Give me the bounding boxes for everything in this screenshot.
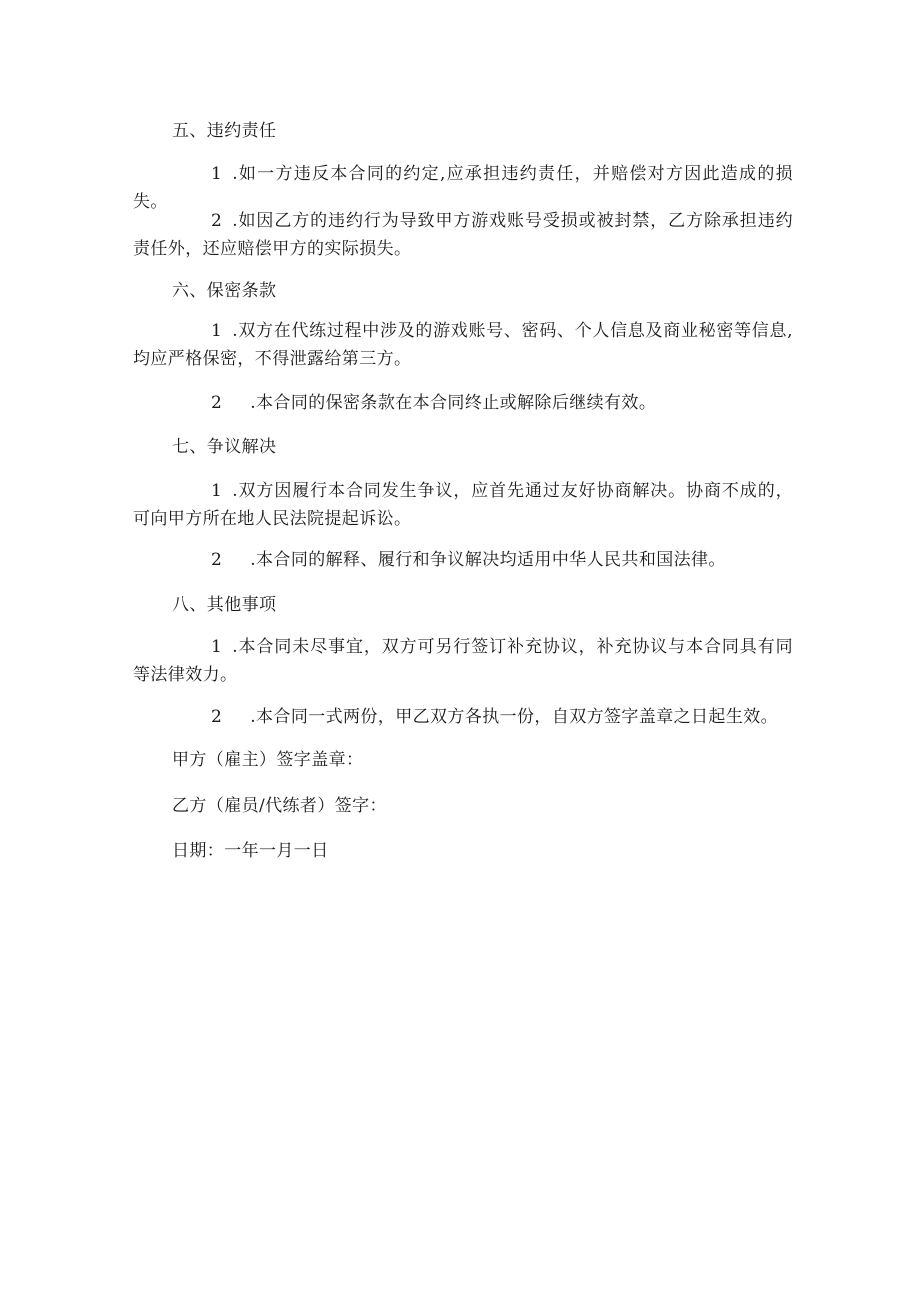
clause-text: .双方在代练过程中涉及的游戏账号、密码、个人信息及商业秘密等信息,均应严格保密，不得泄露给第三方。 xyxy=(133,321,793,369)
clause-dispute-2 xyxy=(133,546,793,574)
signature-party-b: 乙方（雇员/代练者）签字： xyxy=(172,796,387,816)
clause-text: .本合同的保密条款在本合同终止或解除后继续有效。 xyxy=(250,393,657,413)
clause-liability-2 xyxy=(133,207,793,263)
section-heading-liability: 五、违约责任 xyxy=(172,121,277,141)
clause-number: 2 xyxy=(211,211,223,231)
clause-text: .本合同的解释、履行和争议解决均适用中华人民共和国法律。 xyxy=(250,550,726,570)
clause-text: .本合同未尽事宜，双方可另行签订补充协议，补充协议与本合同具有同等法律效力。 xyxy=(133,637,793,685)
clause-number: 1 xyxy=(211,637,223,657)
section-heading-other: 八、其他事项 xyxy=(172,595,277,615)
section-heading-confidentiality: 六、保密条款 xyxy=(172,281,277,301)
clause-number: 1 xyxy=(211,481,223,501)
clause-confidentiality-2 xyxy=(133,389,793,417)
signature-party-a: 甲方（雇主）签字盖章： xyxy=(172,750,364,770)
clause-dispute-1 xyxy=(133,477,793,533)
clause-number: 2 xyxy=(211,393,223,413)
clause-text: .如因乙方的违约行为导致甲方游戏账号受损或被封禁，乙方除承担违约责任外，还应赔偿甲方的实际损失。 xyxy=(133,211,793,259)
clause-other-2 xyxy=(133,703,793,731)
clause-text: .本合同一式两份，甲乙双方各执一份，自双方签字盖章之日起生效。 xyxy=(250,707,779,727)
clause-number: 1 xyxy=(211,164,223,184)
signature-date: 日期：一年一月一日 xyxy=(172,841,329,861)
clause-number: 1 xyxy=(211,321,223,341)
clause-number: 2 xyxy=(211,707,223,727)
clause-text: .双方因履行本合同发生争议，应首先通过友好协商解决。协商不成的，可向甲方所在地人民法院提起诉讼。 xyxy=(133,481,793,529)
clause-other-1 xyxy=(133,633,793,689)
clause-confidentiality-1 xyxy=(133,317,793,373)
section-heading-dispute: 七、争议解决 xyxy=(172,437,277,457)
clause-number: 2 xyxy=(211,550,223,570)
clause-text: .如一方违反本合同的约定,应承担违约责任，并赔偿对方因此造成的损失。 xyxy=(133,164,793,212)
